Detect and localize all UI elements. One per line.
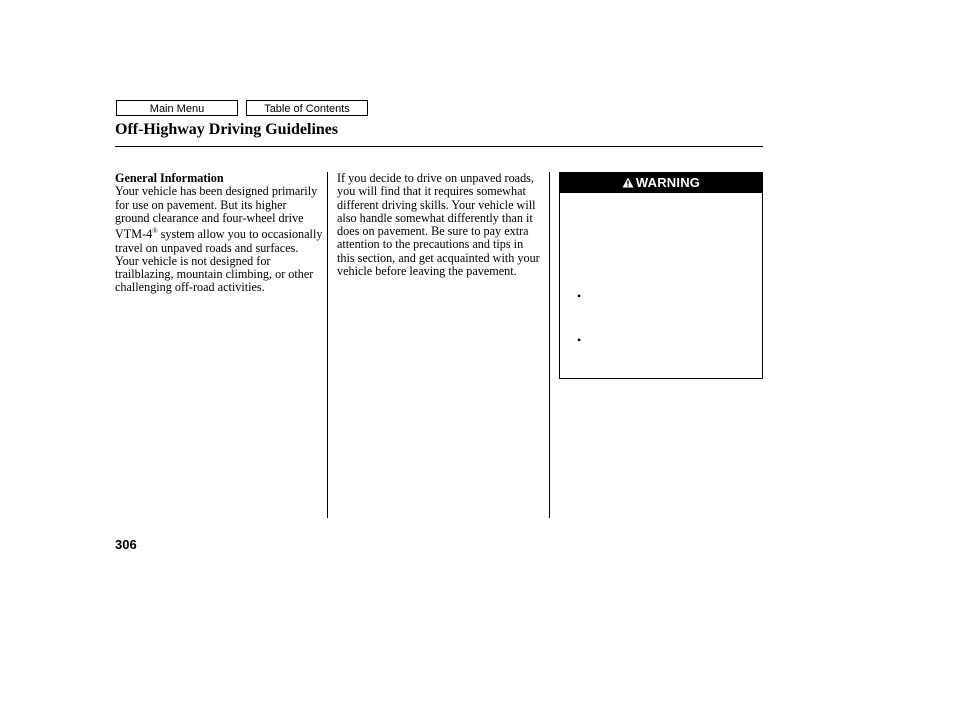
main-menu-button[interactable]: Main Menu (116, 100, 238, 116)
warning-triangle-icon (622, 174, 634, 194)
warning-bullet: • (577, 333, 582, 347)
title-divider (115, 146, 763, 147)
table-of-contents-button[interactable]: Table of Contents (246, 100, 368, 116)
text-part-2: system allow you to occasionally travel on unpaved roads and surfaces. Your vehicle is not designed for trailblazing, mountain climbing, or other challenging off-road activities. (115, 227, 323, 295)
section-heading: General Information (115, 171, 224, 185)
warning-label: WARNING (635, 175, 701, 190)
column-general-information (115, 172, 323, 295)
page-number: 306 (115, 537, 137, 552)
page-title: Off-Highway Driving Guidelines (115, 121, 339, 138)
warning-bullet: • (577, 289, 582, 303)
column-unpaved-roads (337, 172, 543, 278)
registered-mark: ® (152, 227, 158, 236)
general-information-text (115, 185, 323, 294)
text-part-1: Your vehicle has been designed primarily for use on pavement. But its higher ground clearance and four-wheel drive VTM-4 (115, 184, 318, 242)
column-divider-2 (549, 172, 550, 518)
warning-header (560, 173, 762, 193)
unpaved-roads-text: If you decide to drive on unpaved roads, you will find that it requires somewhat different driving skills. Your vehicle will also handle somewhat differently than it does on pavement. Be sure to pay extra attention to the precautions and tips in this section, and get acquainted with your vehicle before leaving the pavement. (337, 171, 540, 279)
column-divider-1 (327, 172, 328, 518)
warning-box (559, 172, 763, 379)
